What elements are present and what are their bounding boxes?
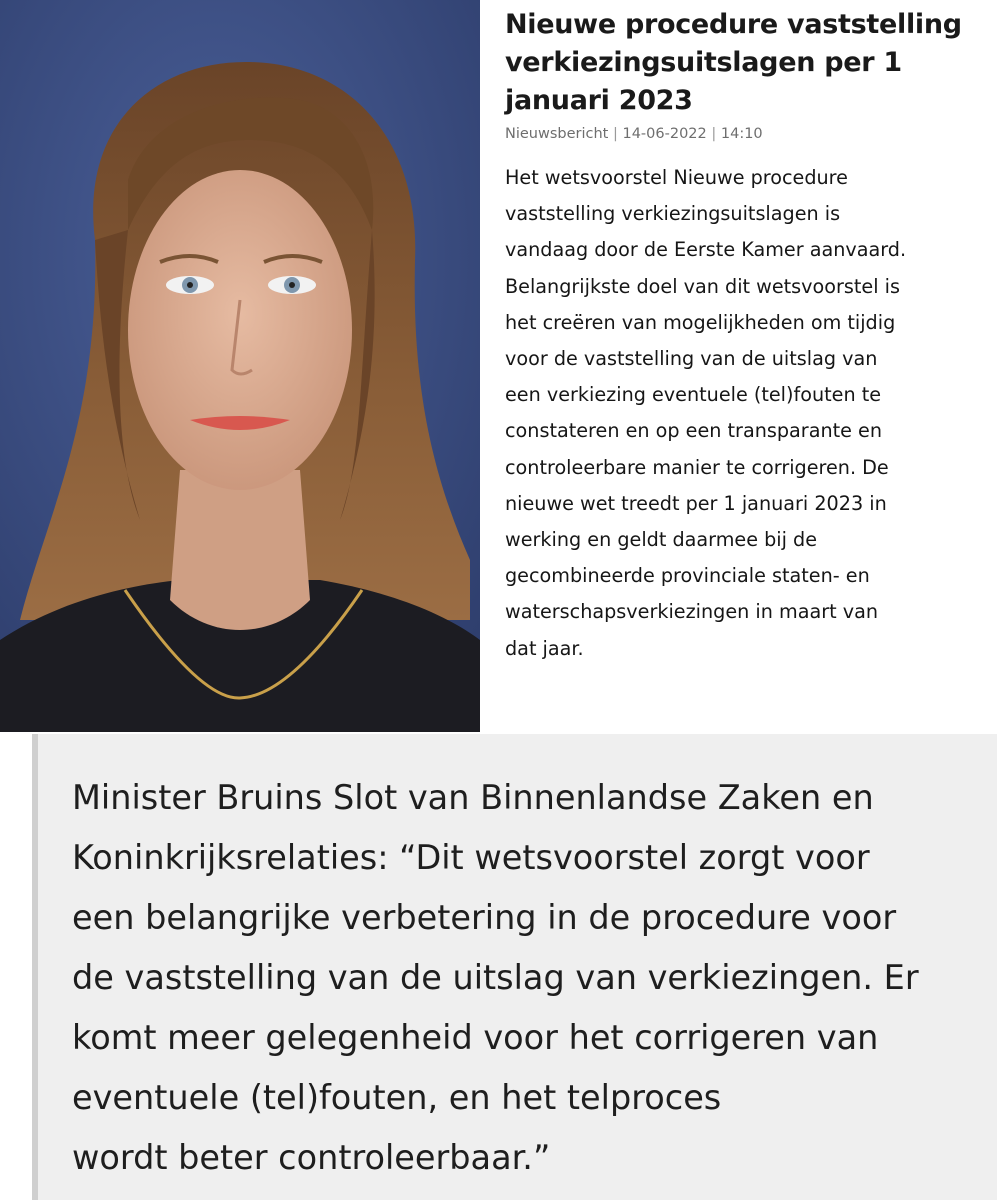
body-line: waterschapsverkiezingen in maart van: [505, 600, 878, 624]
quote-block: [32, 734, 997, 1200]
meta-separator: |: [711, 126, 721, 142]
article-type: Nieuwsbericht: [505, 126, 609, 142]
body-line: vaststelling verkiezingsuitslagen is: [505, 202, 841, 226]
article-meta: [505, 124, 985, 144]
meta-separator: |: [612, 126, 623, 142]
body-line: nieuwe wet treedt per 1 januari 2023 in: [505, 491, 887, 515]
article-headline: Nieuwe procedure vaststelling verkiezingsuitslagen per 1 januari 2023: [505, 9, 962, 116]
body-line: gecombineerde provinciale staten- en: [505, 564, 870, 588]
body-line: constateren en op een transparante en: [505, 419, 883, 443]
quote-line: komt meer gelegenheid voor het corrigeren van: [72, 1018, 879, 1057]
body-line: Het wetsvoorstel Nieuwe procedure: [505, 166, 848, 189]
portrait-photo: [0, 0, 480, 732]
body-line: een verkiezing eventuele (tel)fouten te: [505, 383, 882, 407]
body-line: voor de vaststelling van de uitslag van: [505, 347, 878, 371]
quote-line: Minister Bruins Slot van Binnenlandse Zaken en: [72, 778, 874, 817]
article-date: 14-06-2022: [622, 126, 707, 142]
quote-line: de vaststelling van de uitslag van verkiezingen. Er: [72, 958, 919, 997]
article-time: 14:10: [720, 126, 763, 142]
body-line: dat jaar.: [505, 636, 584, 660]
body-line: controleerbare manier te corrigeren. De: [505, 455, 889, 479]
quote-line: een belangrijke verbetering in de procedure voor: [72, 898, 897, 937]
article-column: [505, 6, 985, 667]
quote-line: eventuele (tel)fouten, en het telproces: [72, 1078, 722, 1117]
body-line: vandaag door de Eerste Kamer aanvaard.: [505, 238, 907, 262]
quote-line: wordt beter controleerbaar.”: [72, 1138, 551, 1177]
body-line: het creëren van mogelijkheden om tijdig: [505, 310, 896, 334]
article-body: [505, 160, 985, 667]
body-line: werking en geldt daarmee bij de: [505, 528, 818, 552]
quote-line: Koninkrijksrelaties: “Dit wetsvoorstel zorgt voor: [72, 838, 870, 877]
body-line: Belangrijkste doel van dit wetsvoorstel is: [505, 274, 900, 298]
minister-quote: [72, 768, 942, 1188]
